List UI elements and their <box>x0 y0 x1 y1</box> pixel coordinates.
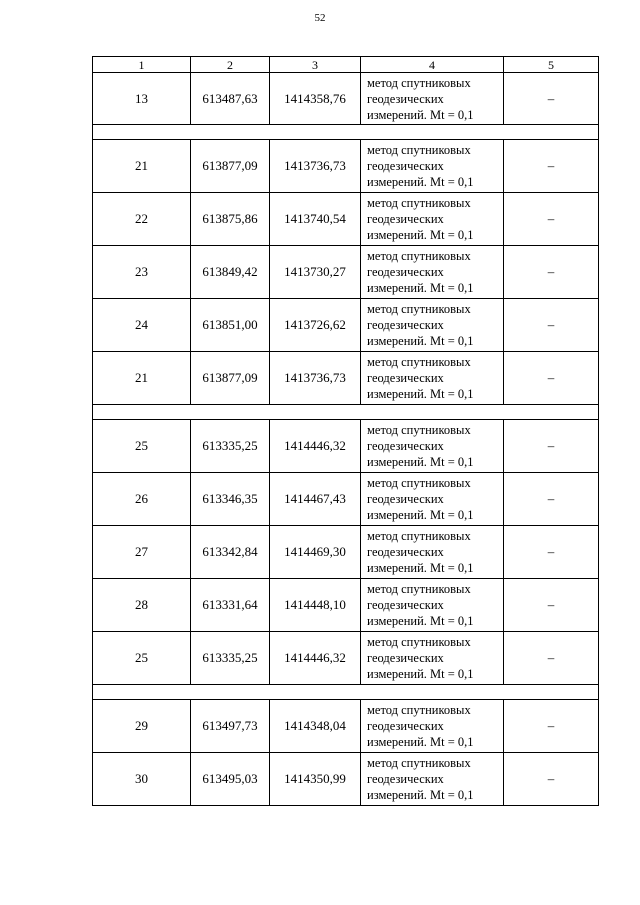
method-text-line: метод спутниковых <box>367 756 471 770</box>
y-coordinate-cell: 1413726,62 <box>270 299 361 352</box>
table-row <box>93 526 599 579</box>
separator-cell <box>93 405 599 420</box>
point-number-cell: 21 <box>93 352 191 405</box>
method-text-line: метод спутниковых <box>367 143 471 157</box>
method-text-line: геодезических <box>367 318 444 332</box>
method-cell <box>361 632 504 685</box>
method-text-line: измерений. Mt = 0,1 <box>367 735 474 749</box>
method-cell <box>361 420 504 473</box>
table-row <box>93 579 599 632</box>
note-cell: – <box>504 299 599 352</box>
table-row <box>93 700 599 753</box>
method-text-line: геодезических <box>367 371 444 385</box>
x-coordinate-cell: 613495,03 <box>191 753 270 806</box>
method-text-line: метод спутниковых <box>367 582 471 596</box>
method-text-line: метод спутниковых <box>367 355 471 369</box>
point-number-cell: 25 <box>93 420 191 473</box>
table-row <box>93 140 599 193</box>
method-text-line: геодезических <box>367 719 444 733</box>
method-text-line: измерений. Mt = 0,1 <box>367 508 474 522</box>
x-coordinate-cell: 613487,63 <box>191 73 270 125</box>
table-row <box>93 246 599 299</box>
point-number-cell: 28 <box>93 579 191 632</box>
method-text-line: геодезических <box>367 492 444 506</box>
x-coordinate-cell: 613877,09 <box>191 352 270 405</box>
point-number-cell: 27 <box>93 526 191 579</box>
separator-cell <box>93 125 599 140</box>
y-coordinate-cell: 1414358,76 <box>270 73 361 125</box>
method-text-line: измерений. Mt = 0,1 <box>367 614 474 628</box>
note-cell: – <box>504 632 599 685</box>
method-text-line: геодезических <box>367 212 444 226</box>
method-text-line: измерений. Mt = 0,1 <box>367 788 474 802</box>
note-cell: – <box>504 246 599 299</box>
y-coordinate-cell: 1413730,27 <box>270 246 361 299</box>
method-text-line: метод спутниковых <box>367 249 471 263</box>
method-text-line: геодезических <box>367 439 444 453</box>
table-header-row <box>93 57 599 73</box>
x-coordinate-cell: 613497,73 <box>191 700 270 753</box>
page-number: 52 <box>314 12 326 24</box>
column-header: 1 <box>93 57 191 73</box>
note-cell: – <box>504 73 599 125</box>
method-text-line: геодезических <box>367 651 444 665</box>
separator-cell <box>93 685 599 700</box>
table-row <box>93 299 599 352</box>
point-number-cell: 22 <box>93 193 191 246</box>
point-number-cell: 13 <box>93 73 191 125</box>
table-row <box>93 352 599 405</box>
method-text-line: геодезических <box>367 598 444 612</box>
method-cell <box>361 299 504 352</box>
separator-row <box>93 405 599 420</box>
y-coordinate-cell: 1413736,73 <box>270 352 361 405</box>
method-text-line: метод спутниковых <box>367 196 471 210</box>
x-coordinate-cell: 613335,25 <box>191 420 270 473</box>
y-coordinate-cell: 1414350,99 <box>270 753 361 806</box>
column-header: 5 <box>504 57 599 73</box>
x-coordinate-cell: 613331,64 <box>191 579 270 632</box>
note-cell: – <box>504 420 599 473</box>
x-coordinate-cell: 613335,25 <box>191 632 270 685</box>
x-coordinate-cell: 613849,42 <box>191 246 270 299</box>
x-coordinate-cell: 613342,84 <box>191 526 270 579</box>
table-body <box>93 57 599 806</box>
y-coordinate-cell: 1414448,10 <box>270 579 361 632</box>
column-header: 2 <box>191 57 270 73</box>
point-number-cell: 26 <box>93 473 191 526</box>
table-row <box>93 632 599 685</box>
note-cell: – <box>504 473 599 526</box>
method-text-line: метод спутниковых <box>367 75 471 90</box>
method-cell <box>361 140 504 193</box>
method-text-line: метод спутниковых <box>367 423 471 437</box>
table-row <box>93 753 599 806</box>
method-text-line: метод спутниковых <box>367 476 471 490</box>
note-cell: – <box>504 526 599 579</box>
column-header: 3 <box>270 57 361 73</box>
method-cell <box>361 753 504 806</box>
method-text-line: измерений. Mt = 0,1 <box>367 107 474 122</box>
x-coordinate-cell: 613875,86 <box>191 193 270 246</box>
method-cell <box>361 352 504 405</box>
method-cell <box>361 193 504 246</box>
method-text-line: метод спутниковых <box>367 529 471 543</box>
method-text-line: метод спутниковых <box>367 703 471 717</box>
x-coordinate-cell: 613346,35 <box>191 473 270 526</box>
table-row <box>93 420 599 473</box>
method-text-line: геодезических <box>367 545 444 559</box>
y-coordinate-cell: 1413740,54 <box>270 193 361 246</box>
method-text-line: метод спутниковых <box>367 302 471 316</box>
table-row <box>93 193 599 246</box>
table-row <box>93 73 599 125</box>
separator-row <box>93 125 599 140</box>
method-cell <box>361 579 504 632</box>
y-coordinate-cell: 1414446,32 <box>270 420 361 473</box>
method-cell <box>361 526 504 579</box>
method-cell <box>361 246 504 299</box>
method-text-line: метод спутниковых <box>367 635 471 649</box>
y-coordinate-cell: 1414467,43 <box>270 473 361 526</box>
point-number-cell: 21 <box>93 140 191 193</box>
point-number-cell: 25 <box>93 632 191 685</box>
note-cell: – <box>504 579 599 632</box>
note-cell: – <box>504 700 599 753</box>
coordinates-table <box>92 56 599 806</box>
method-text-line: измерений. Mt = 0,1 <box>367 667 474 681</box>
y-coordinate-cell: 1414446,32 <box>270 632 361 685</box>
separator-row <box>93 685 599 700</box>
note-cell: – <box>504 193 599 246</box>
point-number-cell: 23 <box>93 246 191 299</box>
method-cell <box>361 473 504 526</box>
y-coordinate-cell: 1414469,30 <box>270 526 361 579</box>
method-cell <box>361 700 504 753</box>
method-text-line: измерений. Mt = 0,1 <box>367 387 474 401</box>
y-coordinate-cell: 1414348,04 <box>270 700 361 753</box>
method-text-line: измерений. Mt = 0,1 <box>367 228 474 242</box>
method-text-line: измерений. Mt = 0,1 <box>367 281 474 295</box>
method-text-line: геодезических <box>367 91 444 106</box>
point-number-cell: 30 <box>93 753 191 806</box>
table-row <box>93 473 599 526</box>
method-text-line: измерений. Mt = 0,1 <box>367 175 474 189</box>
point-number-cell: 24 <box>93 299 191 352</box>
column-header: 4 <box>361 57 504 73</box>
method-text-line: измерений. Mt = 0,1 <box>367 561 474 575</box>
method-text-line: геодезических <box>367 772 444 786</box>
note-cell: – <box>504 753 599 806</box>
point-number-cell: 29 <box>93 700 191 753</box>
x-coordinate-cell: 613877,09 <box>191 140 270 193</box>
x-coordinate-cell: 613851,00 <box>191 299 270 352</box>
note-cell: – <box>504 140 599 193</box>
note-cell: – <box>504 352 599 405</box>
y-coordinate-cell: 1413736,73 <box>270 140 361 193</box>
method-text-line: измерений. Mt = 0,1 <box>367 455 474 469</box>
method-text-line: геодезических <box>367 159 444 173</box>
method-text-line: измерений. Mt = 0,1 <box>367 334 474 348</box>
method-text-line: геодезических <box>367 265 444 279</box>
method-cell <box>361 73 504 125</box>
